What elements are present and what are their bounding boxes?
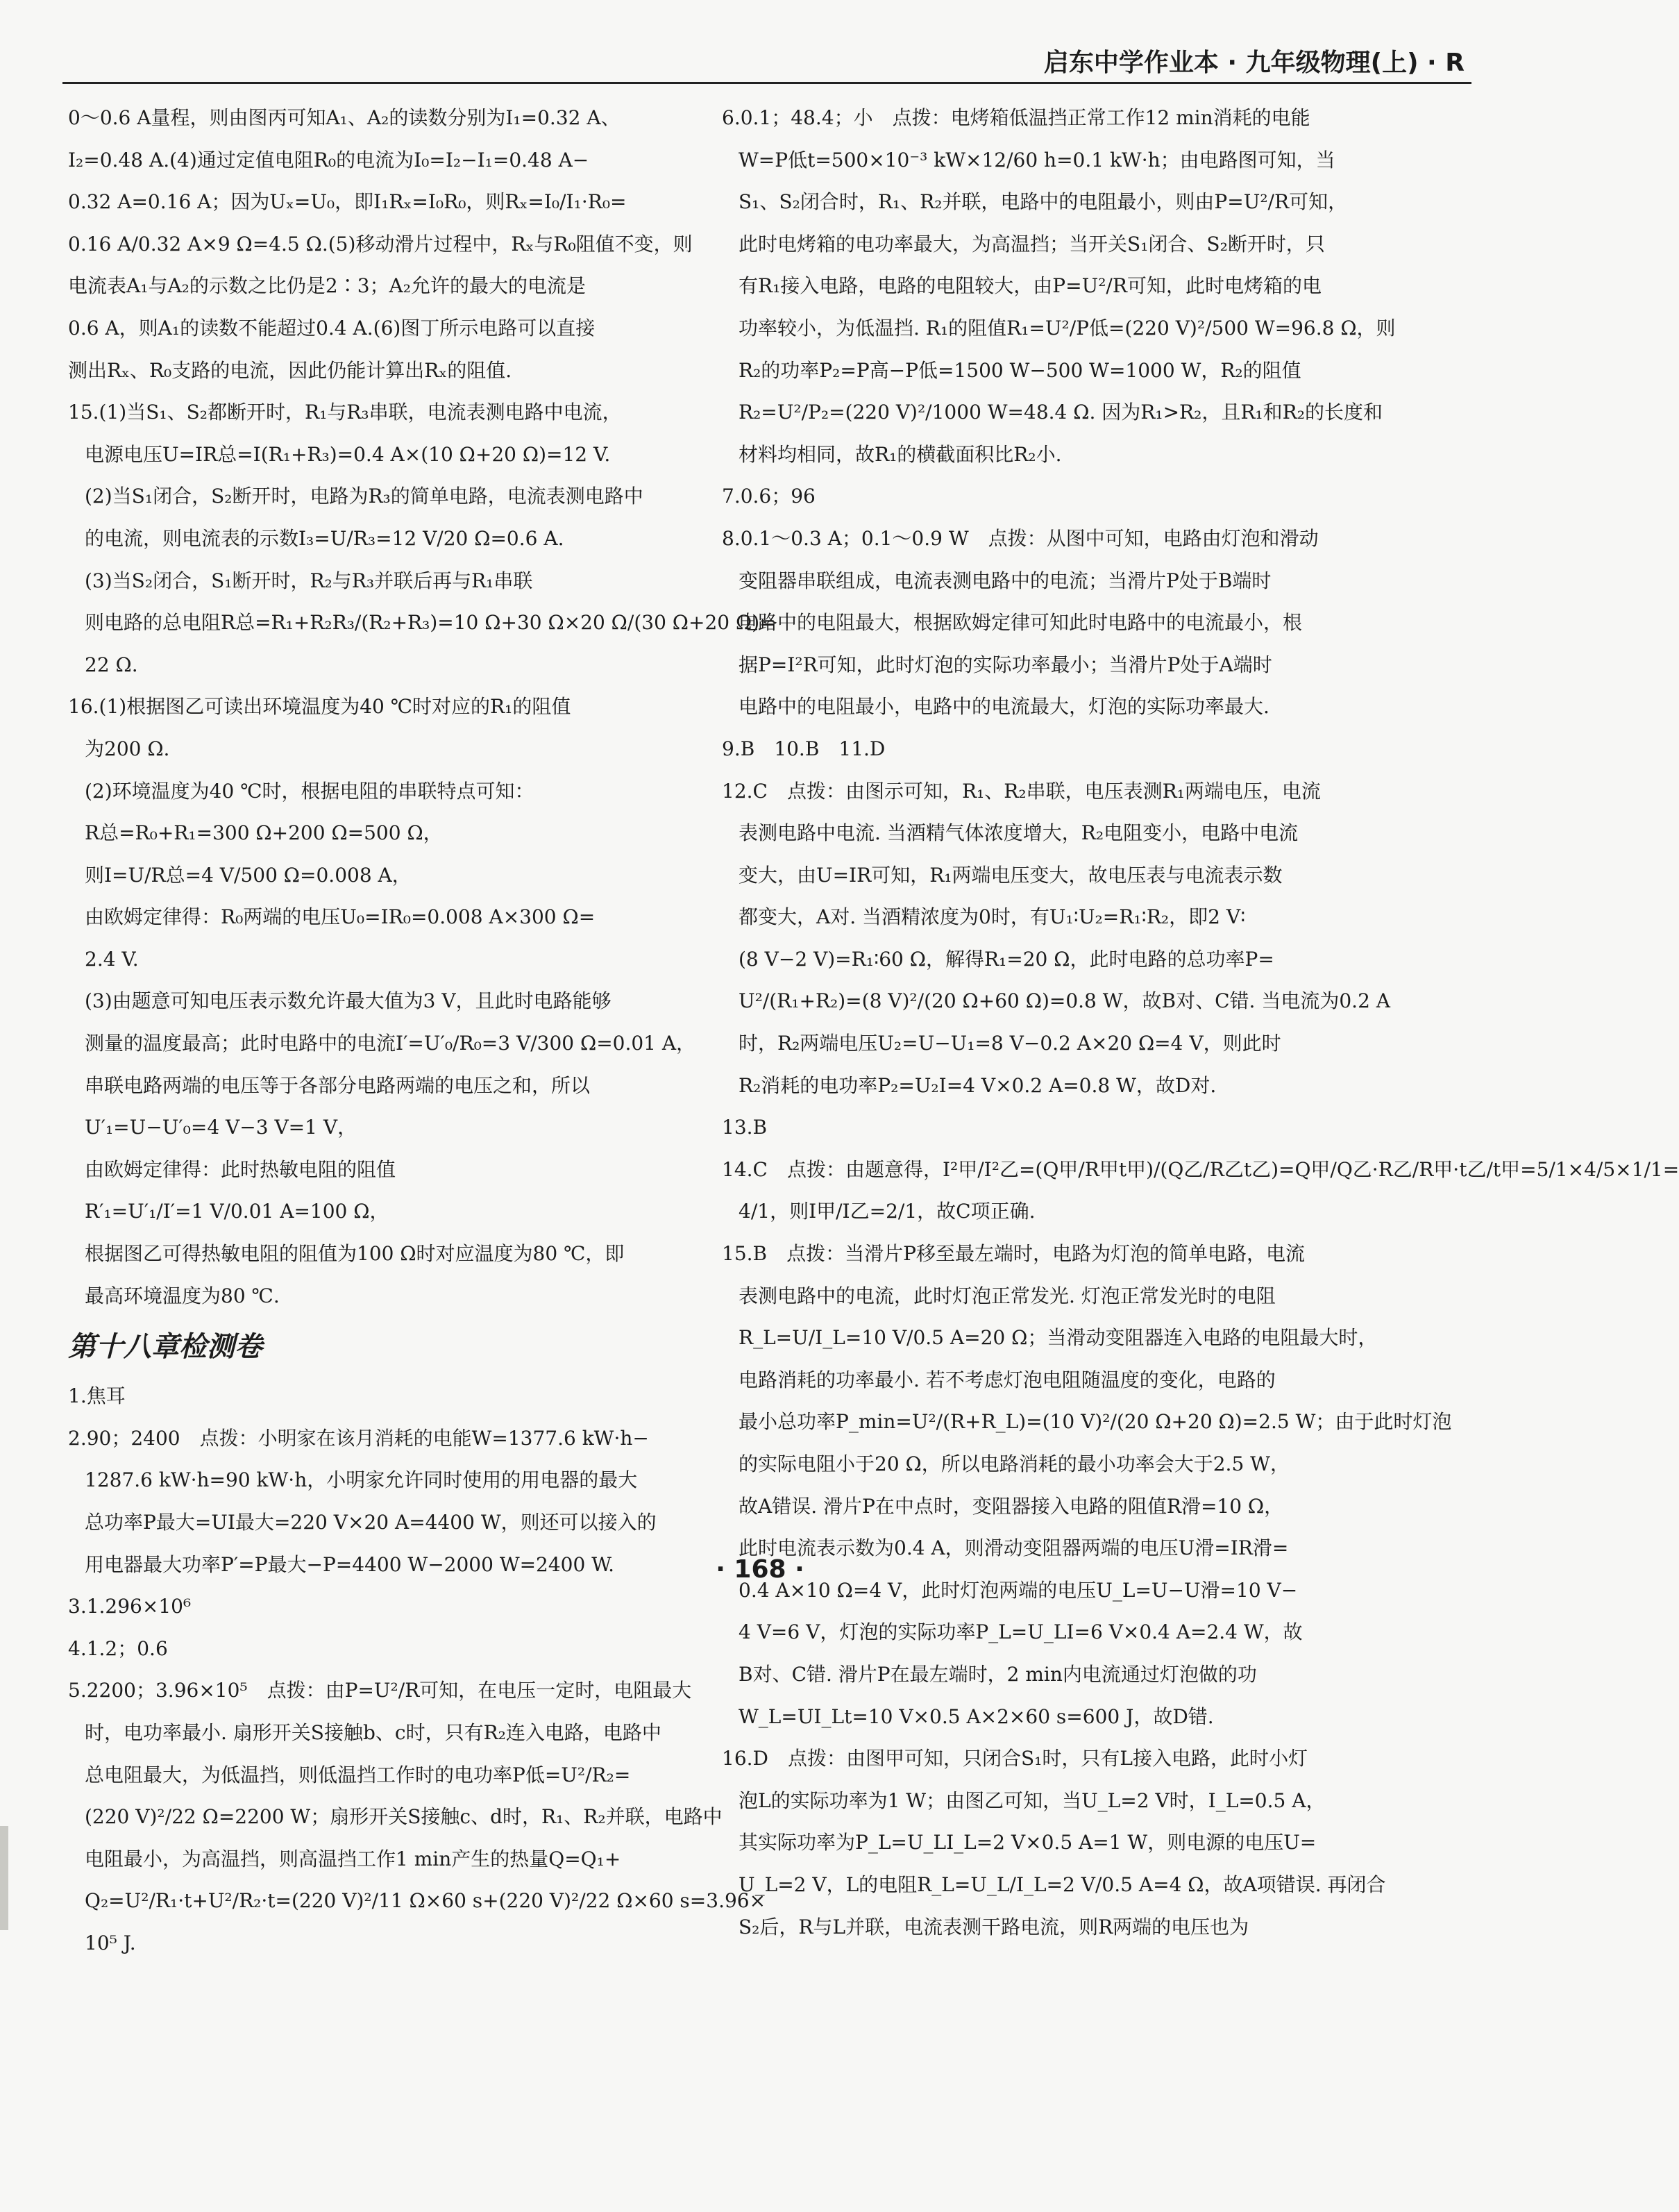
- text-line: (2)当S₁闭合，S₂断开时，电路为R₃的简单电路，电流表测电路中: [85, 485, 643, 508]
- text-line: 最小总功率P_min=U²/(R+R_L)=(10 V)²/(20 Ω+20 Ω)=2.5 W；由于此时灯泡: [739, 1410, 1452, 1434]
- text-line: R₂的功率P₂=P高−P低=1500 W−500 W=1000 W，R₂的阻值: [739, 358, 1301, 382]
- text-line: 14.C 点拨：由题意得，I²甲/I²乙=(Q甲/R甲t甲)/(Q乙/R乙t乙)=Q甲/Q乙·R乙/R甲·t乙/t甲=5/1×4/5×1/1=: [722, 1157, 1679, 1181]
- text-line: 的实际电阻小于20 Ω，所以电路消耗的最小功率会大于2.5 W，: [739, 1452, 1290, 1475]
- text-line: 7.0.6；96: [722, 485, 816, 508]
- text-line: 表测电路中的电流，此时灯泡正常发光. 灯泡正常发光时的电阻: [739, 1284, 1276, 1307]
- scan-edge-strip: [0, 1826, 8, 1930]
- text-line: 变阻器串联组成，电流表测电路中的电流；当滑片P处于B端时: [739, 569, 1272, 592]
- text-line: 串联电路两端的电压等于各部分电路两端的电压之和，所以: [85, 1073, 591, 1097]
- text-line: 故A错误. 滑片P在中点时，变阻器接入电路的阻值R滑=10 Ω，: [739, 1494, 1284, 1518]
- text-line: R′₁=U′₁/I′=1 V/0.01 A=100 Ω，: [85, 1200, 389, 1223]
- text-line: 4 V=6 V，灯泡的实际功率P_L=U_LI=6 V×0.4 A=2.4 W，故: [739, 1620, 1303, 1644]
- text-line: U²/(R₁+R₂)=(8 V)²/(20 Ω+60 Ω)=0.8 W，故B对、C错. 当电流为0.2 A: [739, 989, 1390, 1013]
- text-line: 0～0.6 A量程，则由图丙可知A₁、A₂的读数分别为I₁=0.32 A、: [68, 106, 621, 129]
- text-line: 功率较小，为低温挡. R₁的阻值R₁=U²/P低=(220 V)²/500 W=96.8 Ω，则: [739, 316, 1396, 340]
- text-line: R_L=U/I_L=10 V/0.5 A=20 Ω；当滑动变阻器连入电路的电阻最大时，: [739, 1326, 1378, 1350]
- text-line: 时，电功率最小. 扇形开关S接触b、c时，只有R₂连入电路，电路中: [85, 1720, 661, 1744]
- text-line: 表测电路中电流. 当酒精气体浓度增大，R₂电阻变小，电路中电流: [739, 821, 1299, 845]
- text-line: 12.C 点拨：由图示可知，R₁、R₂串联，电压表测R₁两端电压，电流: [722, 779, 1321, 803]
- text-line: 用电器最大功率P′=P最大−P=4400 W−2000 W=2400 W.: [85, 1552, 615, 1576]
- text-line: 其实际功率为P_L=U_LI_L=2 V×0.5 A=1 W，则电源的电压U=: [739, 1831, 1317, 1854]
- text-line: 的电流，则电流表的示数I₃=U/R₃=12 V/20 Ω=0.6 A.: [85, 526, 564, 550]
- text-line: 最高环境温度为80 ℃.: [85, 1284, 280, 1307]
- text-line: U_L=2 V，L的电阻R_L=U_L/I_L=2 V/0.5 A=4 Ω，故A项错误. 再闭合: [739, 1872, 1386, 1896]
- text-line: B对、C错. 滑片P在最左端时，2 min内电流通过灯泡做的功: [739, 1662, 1257, 1686]
- text-line: 4.1.2；0.6: [68, 1636, 168, 1660]
- text-line: 都变大，A对. 当酒精浓度为0时，有U₁∶U₂=R₁∶R₂，即2 V∶: [739, 905, 1246, 929]
- text-line: 6.0.1；48.4；小 点拨：电烤箱低温挡正常工作12 min消耗的电能: [722, 106, 1310, 129]
- text-line: (3)当S₂闭合，S₁断开时，R₂与R₃并联后再与R₁串联: [85, 569, 533, 592]
- text-line: 有R₁接入电路，电路的电阻较大，由P=U²/R可知，此时电烤箱的电: [739, 274, 1322, 298]
- page-number: · 168 ·: [716, 1555, 804, 1584]
- text-line: 则I=U/R总=4 V/500 Ω=0.008 A，: [85, 863, 412, 887]
- text-line: 0.6 A，则A₁的读数不能超过0.4 A.(6)图丁所示电路可以直接: [68, 316, 596, 340]
- text-line: W_L=UI_Lt=10 V×0.5 A×2×60 s=600 J，故D错.: [739, 1704, 1214, 1728]
- text-line: 15.(1)当S₁、S₂都断开时，R₁与R₃串联，电流表测电路中电流，: [68, 401, 622, 424]
- text-line: 0.32 A=0.16 A；因为Uₓ=U₀，即I₁Rₓ=I₀R₀，则Rₓ=I₀/I₁·R₀=: [68, 190, 627, 214]
- text-line: 0.4 A×10 Ω=4 V，此时灯泡两端的电压U_L=U−U滑=10 V−: [739, 1578, 1298, 1602]
- text-line: 电流表A₁与A₂的示数之比仍是2∶3；A₂允许的最大的电流是: [68, 274, 586, 298]
- text-line: 为200 Ω.: [85, 737, 170, 760]
- text-line: 1.焦耳: [68, 1384, 126, 1408]
- text-line: 由欧姆定律得：此时热敏电阻的阻值: [85, 1157, 396, 1181]
- chapter-heading: 第十八章检测卷: [68, 1331, 262, 1364]
- text-line: R总=R₀+R₁=300 Ω+200 Ω=500 Ω，: [85, 821, 443, 845]
- text-line: 根据图乙可得热敏电阻的阻值为100 Ω时对应温度为80 ℃，即: [85, 1242, 625, 1266]
- page-header-title: 启东中学作业本 · 九年级物理(上) · R: [1043, 49, 1465, 77]
- text-line: 15.B 点拨：当滑片P移至最左端时，电路为灯泡的简单电路，电流: [722, 1242, 1305, 1266]
- text-line: 电源电压U=IR总=I(R₁+R₃)=0.4 A×(10 Ω+20 Ω)=12 V.: [85, 442, 611, 466]
- text-line: 16.D 点拨：由图甲可知，只闭合S₁时，只有L接入电路，此时小灯: [722, 1747, 1308, 1770]
- text-line: 变大，由U=IR可知，R₁两端电压变大，故电压表与电流表示数: [739, 863, 1283, 887]
- text-line: 电路消耗的功率最小. 若不考虑灯泡电阻随温度的变化，电路的: [739, 1368, 1276, 1391]
- text-line: 由欧姆定律得：R₀两端的电压U₀=IR₀=0.008 A×300 Ω=: [85, 905, 596, 929]
- text-line: 时，R₂两端电压U₂=U−U₁=8 V−0.2 A×20 Ω=4 V，则此时: [739, 1032, 1281, 1055]
- text-line: 2.90；2400 点拨：小明家在该月消耗的电能W=1377.6 kW·h−: [68, 1426, 649, 1450]
- text-line: 总电阻最大，为低温挡，则低温挡工作时的电功率P低=U²/R₂=: [85, 1763, 631, 1786]
- text-line: I₂=0.48 A.(4)通过定值电阻R₀的电流为I₀=I₂−I₁=0.48 A−: [68, 148, 589, 171]
- text-line: 据P=I²R可知，此时灯泡的实际功率最小；当滑片P处于A端时: [739, 653, 1272, 676]
- text-line: 此时电流表示数为0.4 A，则滑动变阻器两端的电压U滑=IR滑=: [739, 1536, 1289, 1560]
- text-line: 电阻最小，为高温挡，则高温挡工作1 min产生的热量Q=Q₁+: [85, 1847, 621, 1870]
- text-line: (3)由题意可知电压表示数允许最大值为3 V，且此时电路能够: [85, 989, 611, 1013]
- text-line: (2)环境温度为40 ℃时，根据电阻的串联特点可知：: [85, 779, 534, 803]
- text-line: R₂=U²/P₂=(220 V)²/1000 W=48.4 Ω. 因为R₁>R₂，且R₁和R₂的长度和: [739, 401, 1383, 424]
- text-line: W=P低t=500×10⁻³ kW×12/60 h=0.1 kW·h；由电路图可知，当: [739, 148, 1335, 171]
- text-line: R₂消耗的电功率P₂=U₂I=4 V×0.2 A=0.8 W，故D对.: [739, 1073, 1217, 1097]
- text-line: S₁、S₂闭合时，R₁、R₂并联，电路中的电阻最小，则由P=U²/R可知，: [739, 190, 1348, 214]
- text-line: 总功率P最大=UI最大=220 V×20 A=4400 W，则还可以接入的: [85, 1511, 657, 1534]
- text-line: 2.4 V.: [85, 947, 139, 971]
- text-line: U′₁=U−U′₀=4 V−3 V=1 V，: [85, 1116, 357, 1139]
- text-line: 则电路的总电阻R总=R₁+R₂R₃/(R₂+R₃)=10 Ω+30 Ω×20 Ω/(30 Ω+20 Ω)=: [85, 611, 776, 635]
- text-line: 测量的温度最高；此时电路中的电流I′=U′₀/R₀=3 V/300 Ω=0.01 A，: [85, 1032, 696, 1055]
- text-line: 3.1.296×10⁶: [68, 1595, 192, 1618]
- text-line: (8 V−2 V)=R₁∶60 Ω，解得R₁=20 Ω，此时电路的总功率P=: [739, 947, 1274, 971]
- text-line: S₂后，R与L并联，电流表测干路电流，则R两端的电压也为: [739, 1915, 1249, 1938]
- text-line: 1287.6 kW·h=90 kW·h，小明家允许同时使用的用电器的最大: [85, 1468, 638, 1492]
- text-line: 0.16 A/0.32 A×9 Ω=4.5 Ω.(5)移动滑片过程中，Rₓ与R₀阻值不变，则: [68, 232, 693, 255]
- header-rule: [62, 82, 1471, 84]
- text-line: 9.B 10.B 11.D: [722, 737, 886, 760]
- text-line: 10⁵ J.: [85, 1931, 136, 1954]
- text-line: 测出Rₓ、R₀支路的电流，因此仍能计算出Rₓ的阻值.: [68, 358, 512, 382]
- text-line: 22 Ω.: [85, 653, 138, 676]
- text-line: 8.0.1～0.3 A；0.1～0.9 W 点拨：从图中可知，电路由灯泡和滑动: [722, 526, 1319, 550]
- text-line: 5.2200；3.96×10⁵ 点拨：由P=U²/R可知，在电压一定时，电阻最大: [68, 1679, 692, 1702]
- text-line: 电路中的电阻最大，根据欧姆定律可知此时电路中的电流最小，根: [739, 611, 1303, 635]
- text-line: (220 V)²/22 Ω=2200 W；扇形开关S接触c、d时，R₁、R₂并联，电路中: [85, 1805, 723, 1829]
- text-line: 16.(1)根据图乙可读出环境温度为40 ℃时对应的R₁的阻值: [68, 695, 571, 719]
- text-line: 电路中的电阻最小，电路中的电流最大，灯泡的实际功率最大.: [739, 695, 1269, 719]
- text-line: Q₂=U²/R₁·t+U²/R₂·t=(220 V)²/11 Ω×60 s+(220 V)²/22 Ω×60 s=3.96×: [85, 1889, 766, 1913]
- right-column: [722, 97, 1679, 1948]
- text-line: 材料均相同，故R₁的横截面积比R₂小.: [739, 442, 1062, 466]
- text-line: 泡L的实际功率为1 W；由图乙可知，当U_L=2 V时，I_L=0.5 A，: [739, 1788, 1326, 1812]
- text-line: 此时电烤箱的电功率最大，为高温挡；当开关S₁闭合、S₂断开时，只: [739, 232, 1325, 255]
- text-line: 4/1，则I甲/I乙=2/1，故C项正确.: [739, 1200, 1036, 1223]
- text-line: 13.B: [722, 1116, 768, 1139]
